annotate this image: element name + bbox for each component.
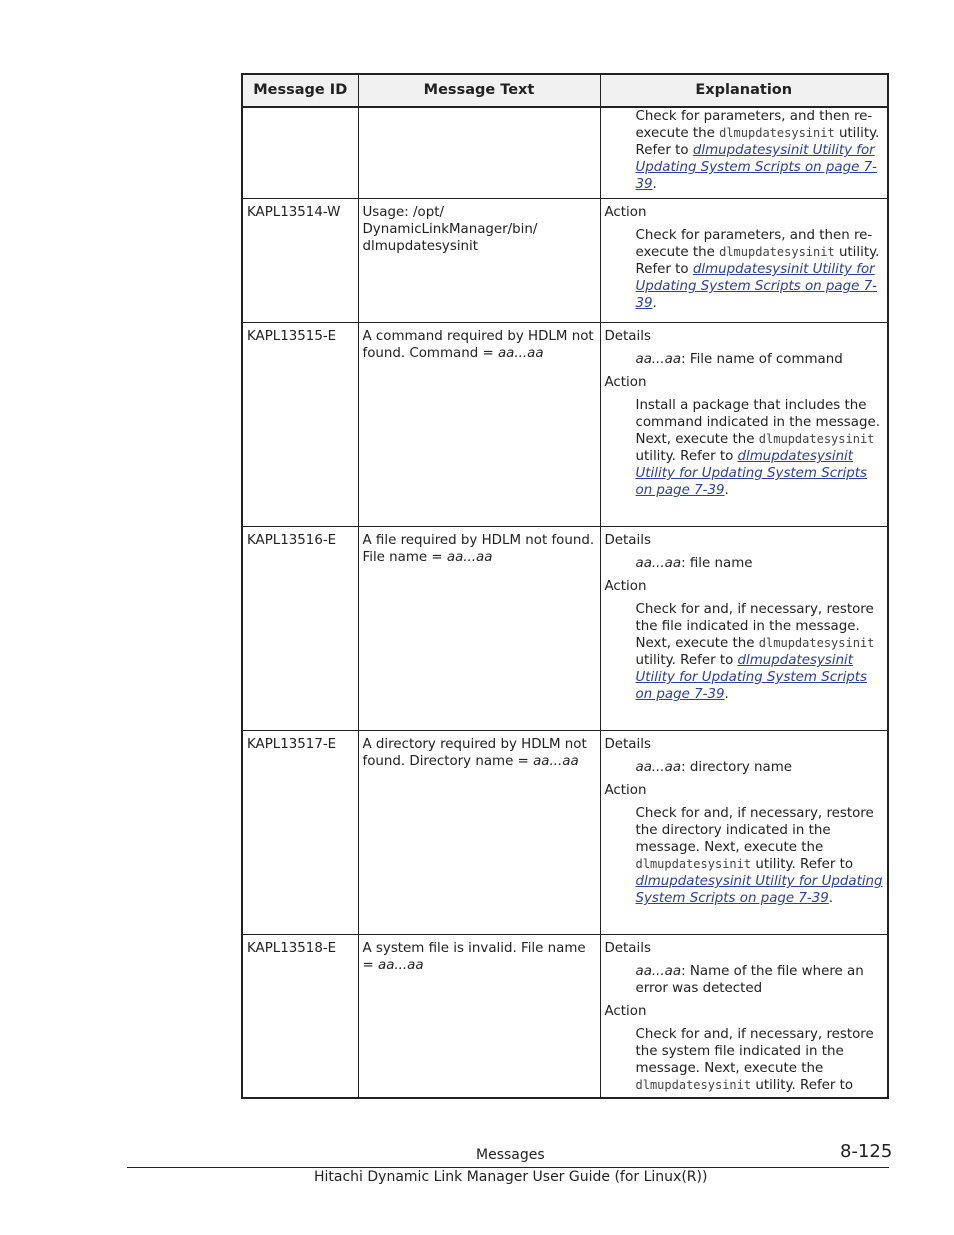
- message-id-cell: KAPL13518-E: [242, 935, 358, 1099]
- message-text-cell: A directory required by HDLM not found. Directory name = aa...aa: [358, 731, 600, 935]
- details-label: Details: [604, 737, 651, 752]
- message-text-cell: A system file is invalid. File name = aa...aa: [358, 935, 600, 1099]
- explanation-cell: [600, 199, 888, 323]
- header-message-text: Message Text: [358, 74, 600, 107]
- command-name: dlmupdatesysinit: [635, 1078, 752, 1092]
- footer-document-title: Hitachi Dynamic Link Manager User Guide (for Linux(R)): [314, 1169, 708, 1185]
- footer-section-name: Messages: [476, 1147, 545, 1163]
- action-label: Action: [604, 375, 647, 390]
- action-label: Action: [604, 783, 647, 798]
- table-row: [242, 731, 888, 935]
- explanation-cell: [600, 323, 888, 527]
- table-row: [242, 935, 888, 1099]
- details-text: aa...aa: Name of the file where an error was detected: [635, 964, 864, 996]
- variable-text: aa...aa: [446, 550, 493, 565]
- variable-text: aa...aa: [497, 346, 544, 361]
- reference-link[interactable]: dlmupdatesysinit Utility for Updating System Scripts on page 7-39: [635, 449, 868, 498]
- details-text: aa...aa: file name: [635, 556, 753, 571]
- table-row: [242, 527, 888, 731]
- header-message-id: Message ID: [242, 74, 358, 107]
- details-label: Details: [604, 329, 651, 344]
- reference-link[interactable]: dlmupdatesysinit Utility for Updating System Scripts on page 7-39: [635, 143, 877, 192]
- details-label: Details: [604, 533, 651, 548]
- message-id-cell: [242, 107, 358, 199]
- table-row: [242, 323, 888, 527]
- reference-link[interactable]: dlmupdatesysinit Utility for Updating System Scripts on page 7-39: [635, 874, 883, 906]
- command-name: dlmupdatesysinit: [758, 432, 875, 446]
- variable-text: aa...aa: [533, 754, 579, 769]
- action-text: Check for and, if necessary, restore the system file indicated in the message. Next, execute the dlmupdatesysinit utility. Refer to: [635, 1027, 874, 1093]
- message-text-cell: [358, 107, 600, 199]
- message-id-cell: KAPL13517-E: [242, 731, 358, 935]
- message-id-cell: KAPL13515-E: [242, 323, 358, 527]
- footer-page-number: 8-125: [840, 1141, 893, 1162]
- header-explanation: Explanation: [600, 74, 888, 107]
- table-header-row: [242, 74, 888, 107]
- reference-link[interactable]: dlmupdatesysinit Utility for Updating System Scripts on page 7-39: [635, 653, 868, 702]
- action-label: Action: [604, 1004, 647, 1019]
- explanation-cell: [600, 935, 888, 1099]
- explanation-cell: [600, 731, 888, 935]
- action-label: Action: [604, 579, 647, 594]
- message-id-cell: KAPL13514-W: [242, 199, 358, 323]
- action-label: Action: [604, 205, 647, 220]
- table-row: [242, 107, 888, 199]
- action-text: Check for parameters, and then re-execute the dlmupdatesysinit utility. Refer to dlmupdatesysinit Utility for Updating System Scripts on page 7-39.: [635, 228, 880, 311]
- variable-text: aa...aa: [377, 958, 424, 973]
- footer-divider: [127, 1167, 889, 1168]
- command-name: dlmupdatesysinit: [719, 245, 835, 259]
- command-name: dlmupdatesysinit: [719, 126, 835, 140]
- details-text: aa...aa: File name of command: [635, 352, 843, 367]
- action-text: Check for and, if necessary, restore the directory indicated in the message. Next, execute the dlmupdatesysinit utility. Refer to dlmupdatesysinit Utility for Updating System Scripts on page 7-39.: [635, 806, 883, 906]
- action-text: Check for parameters, and then re-execute the dlmupdatesysinit utility. Refer to dlmupdatesysinit Utility for Updating System Scripts on page 7-39.: [635, 109, 880, 192]
- explanation-cell: [600, 107, 888, 199]
- table-row: [242, 199, 888, 323]
- action-text: Check for and, if necessary, restore the file indicated in the message. Next, execute the dlmupdatesysinit utility. Refer to dlmupdatesysinit Utility for Updating System Scripts on page 7-39.: [635, 602, 875, 702]
- reference-link[interactable]: dlmupdatesysinit Utility for Updating System Scripts on page 7-39: [635, 262, 877, 311]
- message-text-cell: Usage: /opt/ DynamicLinkManager/bin/ dlmupdatesysinit: [358, 199, 600, 323]
- action-text: Install a package that includes the command indicated in the message. Next, execute the dlmupdatesysinit utility. Refer to dlmupdatesysinit Utility for Updating System Scripts on page 7-39.: [635, 398, 880, 498]
- command-name: dlmupdatesysinit: [635, 857, 752, 871]
- details-text: aa...aa: directory name: [635, 760, 792, 775]
- message-id-cell: KAPL13516-E: [242, 527, 358, 731]
- message-text-cell: A file required by HDLM not found. File name = aa...aa: [358, 527, 600, 731]
- details-label: Details: [604, 941, 651, 956]
- message-text-cell: A command required by HDLM not found. Command = aa...aa: [358, 323, 600, 527]
- explanation-cell: [600, 527, 888, 731]
- message-table: [241, 73, 889, 1099]
- command-name: dlmupdatesysinit: [758, 636, 875, 650]
